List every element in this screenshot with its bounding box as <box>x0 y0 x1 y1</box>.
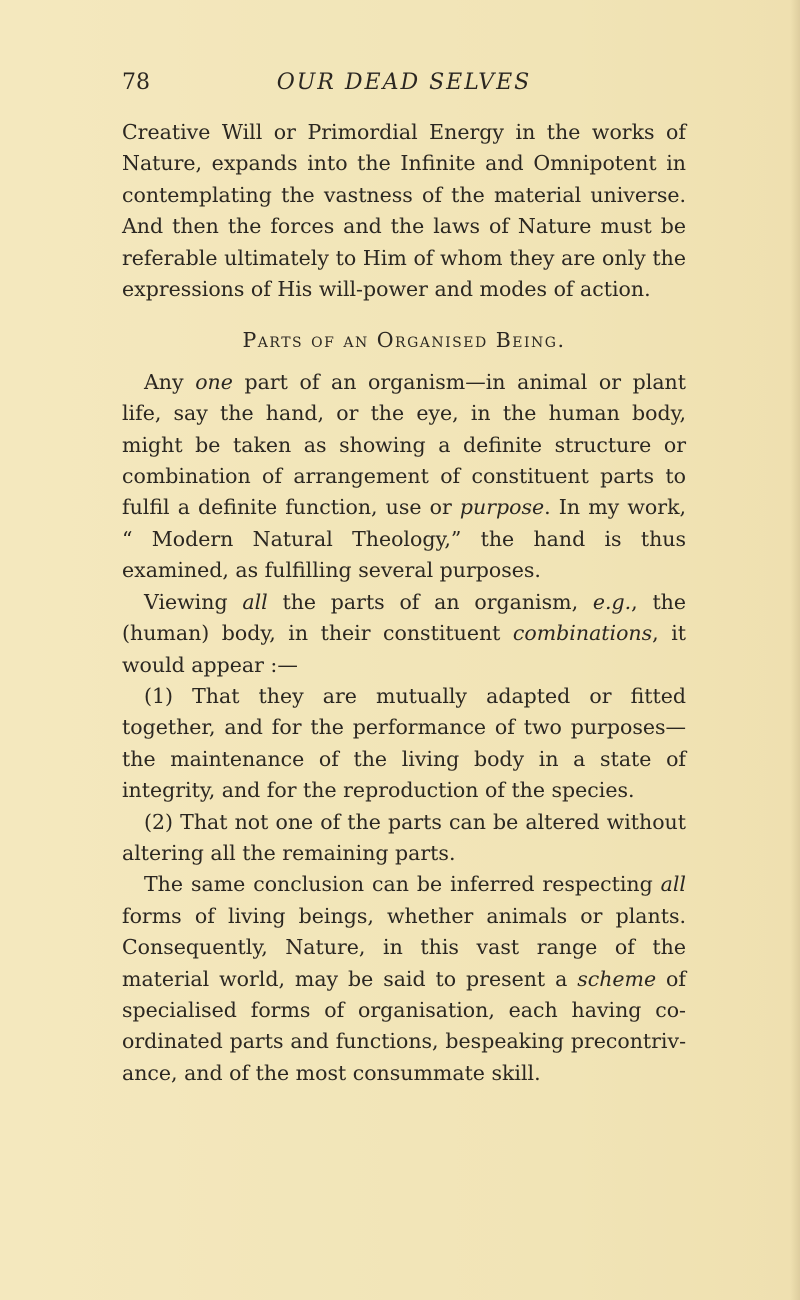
italic-run: combinations <box>512 621 653 646</box>
text-run: The same conclusion can be inferred respecting <box>144 872 661 897</box>
italic-run: one <box>195 369 233 394</box>
section-heading: Parts of an Organised Being. <box>242 328 566 353</box>
text-run: of specialised forms of organisation, each having co-ordinated parts and functions, bespeaking precontriv-ance, and of the most consummate skill. <box>122 966 686 1085</box>
page-edge-shadow <box>790 0 800 1300</box>
italic-run: all <box>660 872 686 897</box>
paragraph-5: (2) That not one of the parts can be altered without altering all the remaining parts. <box>122 809 686 865</box>
italic-run: all <box>242 589 268 614</box>
paragraph-2 <box>122 367 686 587</box>
text-run: the parts of an organism, <box>267 589 593 614</box>
text-run: , the (human) body, in their constituent <box>122 589 687 646</box>
page-number: 78 <box>122 70 150 95</box>
italic-run: scheme <box>577 966 657 991</box>
page-header <box>122 70 686 104</box>
paragraph-6 <box>122 869 686 1089</box>
paragraph-1: Creative Will or Primordial Energy in the works of Nature, expands into the Infinite and Omnipotent in contemplating the vastness of the material universe. And then the forces and the laws of Nature must be referable ultimately to Him of whom they are only the expressions of His will-power and modes of action. <box>122 120 686 302</box>
running-title: OUR DEAD SELVES <box>276 70 532 95</box>
text-run: , it would appear :— <box>122 621 686 677</box>
paragraph-4: (1) That they are mutually adapted or fitted together, and for the performance of two purposes— the maintenance of the living body in a state of integrity, and for the reproduction of the species. <box>122 683 686 803</box>
italic-run: purpose <box>459 495 545 520</box>
page-body <box>122 117 686 1089</box>
text-run: Viewing <box>144 589 243 614</box>
text-run: Any <box>144 369 196 394</box>
text-run: . In my work, “ Modern Natural Theology,” the hand is thus examined, as fulfilling several purposes. <box>122 495 687 583</box>
italic-run: e.g. <box>592 589 632 614</box>
text-run: part of an organism—in animal or plant life, say the hand, or the eye, in the human body, might be taken as showing a definite structure or combination of arrangement of constituent parts to fulfil a definite function, use or <box>122 369 687 520</box>
text-run: forms of living beings, whether animals or plants. Consequently, Nature, in this vast range of the material world, may be said to present a <box>122 903 686 991</box>
paragraph-3 <box>122 587 686 681</box>
